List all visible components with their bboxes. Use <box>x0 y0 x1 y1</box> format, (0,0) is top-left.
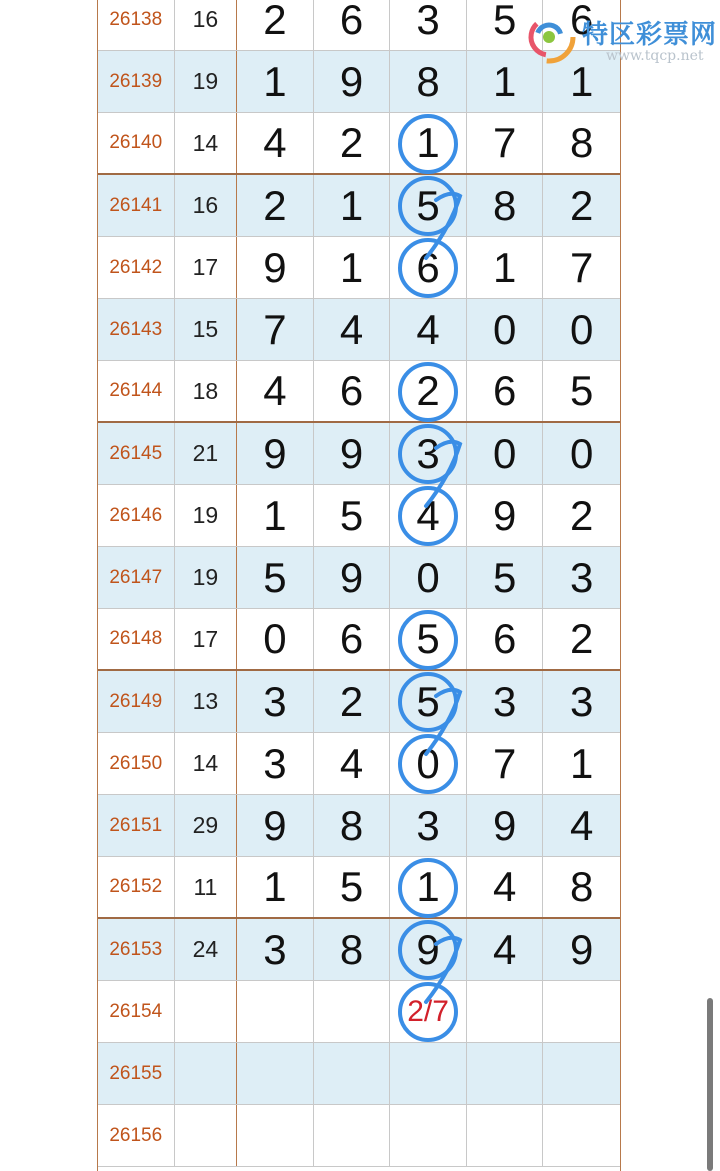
issue-number: 26153 <box>98 919 175 980</box>
issue-number: 26156 <box>98 1105 175 1166</box>
table-row <box>98 609 620 671</box>
digit-cell: 1 <box>237 857 314 917</box>
digit-cell: 7 <box>237 299 314 360</box>
issue-number: 26151 <box>98 795 175 856</box>
prediction-text: 2/7 <box>390 981 467 1042</box>
digit-cell: 9 <box>314 547 391 608</box>
digit-cell: 2 <box>314 671 391 732</box>
digit-cell: 1 <box>467 237 544 298</box>
digit-cell: 0 <box>390 733 467 794</box>
digit-sum: 18 <box>175 361 238 421</box>
issue-number: 26145 <box>98 423 175 484</box>
issue-number: 26152 <box>98 857 175 917</box>
digit-cell <box>237 1105 314 1166</box>
logo-url: www.tqcp.net <box>606 48 704 64</box>
digit-cell: 2 <box>570 615 594 662</box>
digit-cell: 2 <box>237 175 314 236</box>
issue-number: 26155 <box>98 1043 175 1104</box>
table-row <box>98 1043 620 1105</box>
table-row <box>98 299 620 361</box>
digit-sum: 24 <box>175 919 238 980</box>
issue-number: 26148 <box>98 609 175 669</box>
digit-cell: 6 <box>314 361 391 421</box>
scrollbar[interactable] <box>707 998 713 1171</box>
issue-number: 26154 <box>98 981 175 1042</box>
digit-cell: 2 <box>237 0 314 50</box>
digit-cell <box>314 1043 391 1104</box>
digit-cell <box>390 1105 467 1166</box>
digit-cell: 1 <box>390 857 467 917</box>
digit-cell: 6 <box>390 237 467 298</box>
digit-cell: 8 <box>570 863 594 910</box>
digit-cell: 4 <box>314 733 391 794</box>
digit-cell: 9 <box>237 237 314 298</box>
digit-cell: 5 <box>237 547 314 608</box>
digit-cell: 5 <box>314 485 391 546</box>
digit-cell: 0 <box>390 547 467 608</box>
digit-cell: 8 <box>467 175 544 236</box>
digit-sum: 11 <box>175 857 238 917</box>
digit-sum: 19 <box>175 547 238 608</box>
digit-sum <box>175 981 238 1042</box>
digit-cell: 9 <box>570 925 594 973</box>
table-row <box>98 547 620 609</box>
digit-sum: 17 <box>175 237 238 298</box>
digit-cell: 8 <box>314 795 391 856</box>
swirl-logo-icon <box>520 8 578 66</box>
digit-cell: 5 <box>390 609 467 669</box>
digit-cell: 9 <box>237 423 314 484</box>
table-row <box>98 113 620 175</box>
digit-sum: 13 <box>175 671 238 732</box>
digit-cell: 4 <box>467 919 544 980</box>
digit-cell: 7 <box>467 733 544 794</box>
digit-cell: 1 <box>390 113 467 173</box>
digit-cell <box>467 1105 544 1166</box>
digit-sum: 29 <box>175 795 238 856</box>
digit-cell <box>237 1043 314 1104</box>
digit-cell: 0 <box>570 305 594 353</box>
digit-cell: 1 <box>570 739 594 787</box>
digit-cell: 2 <box>314 113 391 173</box>
digit-cell: 6 <box>467 361 544 421</box>
digit-cell: 5 <box>467 547 544 608</box>
table-row <box>98 857 620 919</box>
table-row <box>98 981 620 1043</box>
digit-cell: 1 <box>467 51 544 112</box>
table-row <box>98 423 620 485</box>
digit-cell: 0 <box>570 429 594 477</box>
digit-cell: 6 <box>314 609 391 669</box>
digit-cell <box>314 1105 391 1166</box>
digit-cell: 4 <box>314 299 391 360</box>
digit-cell: 5 <box>314 857 391 917</box>
issue-number: 26141 <box>98 175 175 236</box>
digit-cell: 6 <box>314 0 391 50</box>
digit-cell: 3 <box>570 553 594 601</box>
digit-sum <box>175 1043 238 1104</box>
digit-cell: 6 <box>467 609 544 669</box>
digit-cell: 9 <box>237 795 314 856</box>
digit-cell: 6 <box>570 0 594 43</box>
issue-number: 26138 <box>98 0 175 50</box>
digit-cell: 1 <box>237 485 314 546</box>
issue-number: 26143 <box>98 299 175 360</box>
digit-cell: 4 <box>390 299 467 360</box>
digit-cell: 3 <box>390 0 467 50</box>
digit-sum: 14 <box>175 113 238 173</box>
digit-cell: 4 <box>237 361 314 421</box>
digit-sum: 19 <box>175 485 238 546</box>
digit-cell: 1 <box>314 237 391 298</box>
issue-number: 26150 <box>98 733 175 794</box>
digit-cell: 3 <box>237 919 314 980</box>
issue-number: 26142 <box>98 237 175 298</box>
digit-cell: 4 <box>570 801 594 849</box>
digit-cell: 9 <box>467 485 544 546</box>
digit-cell: 2 <box>570 491 594 539</box>
digit-cell: 4 <box>390 485 467 546</box>
table-row <box>98 361 620 423</box>
digit-cell <box>467 981 544 1042</box>
digit-cell: 7 <box>467 113 544 173</box>
digit-cell: 3 <box>237 733 314 794</box>
digit-cell: 8 <box>314 919 391 980</box>
digit-cell: 5 <box>390 175 467 236</box>
issue-number: 26140 <box>98 113 175 173</box>
digit-cell: 3 <box>237 671 314 732</box>
digit-cell: 1 <box>237 51 314 112</box>
digit-sum: 16 <box>175 0 238 50</box>
digit-cell: 4 <box>237 113 314 173</box>
digit-cell <box>314 981 391 1042</box>
issue-number: 26146 <box>98 485 175 546</box>
digit-sum: 17 <box>175 609 238 669</box>
digit-cell: 9 <box>314 423 391 484</box>
issue-number: 26144 <box>98 361 175 421</box>
digit-cell: 0 <box>467 299 544 360</box>
digit-cell: 7 <box>570 243 594 291</box>
table-row <box>98 795 620 857</box>
digit-cell <box>467 1043 544 1104</box>
digit-sum: 21 <box>175 423 238 484</box>
issue-number: 26139 <box>98 51 175 112</box>
digit-cell <box>543 1105 620 1166</box>
site-logo <box>520 8 720 68</box>
digit-cell <box>543 1043 620 1104</box>
digit-cell: 9 <box>390 919 467 980</box>
table-row <box>98 1105 620 1167</box>
digit-cell: 5 <box>570 367 594 414</box>
digit-sum: 19 <box>175 51 238 112</box>
digit-cell <box>390 1043 467 1104</box>
digit-cell <box>237 981 314 1042</box>
table-row <box>98 175 620 237</box>
digit-cell: 5 <box>390 671 467 732</box>
digit-sum: 14 <box>175 733 238 794</box>
digit-cell: 3 <box>467 671 544 732</box>
table-row <box>98 237 620 299</box>
digit-cell: 5 <box>467 0 544 50</box>
digit-cell: 2 <box>390 361 467 421</box>
issue-number: 26149 <box>98 671 175 732</box>
digit-cell: 2 <box>570 181 594 229</box>
digit-cell: 4 <box>467 857 544 917</box>
digit-cell: 3 <box>390 423 467 484</box>
digit-cell: 3 <box>390 795 467 856</box>
digit-sum: 15 <box>175 299 238 360</box>
digit-cell: 1 <box>570 57 594 105</box>
table-row <box>98 733 620 795</box>
digit-sum: 16 <box>175 175 238 236</box>
digit-cell: 0 <box>237 609 314 669</box>
digit-cell: 3 <box>570 677 594 725</box>
digit-cell: 0 <box>467 423 544 484</box>
digit-cell: 9 <box>314 51 391 112</box>
logo-title: 特区彩票网 <box>582 20 718 50</box>
table-row <box>98 671 620 733</box>
digit-cell: 9 <box>467 795 544 856</box>
table-row <box>98 919 620 981</box>
table-row <box>98 485 620 547</box>
digit-sum <box>175 1105 238 1166</box>
digit-cell: 8 <box>390 51 467 112</box>
lottery-table <box>97 0 621 1171</box>
digit-cell: 1 <box>314 175 391 236</box>
issue-number: 26147 <box>98 547 175 608</box>
digit-cell: 8 <box>570 119 594 166</box>
digit-cell <box>543 981 620 1042</box>
